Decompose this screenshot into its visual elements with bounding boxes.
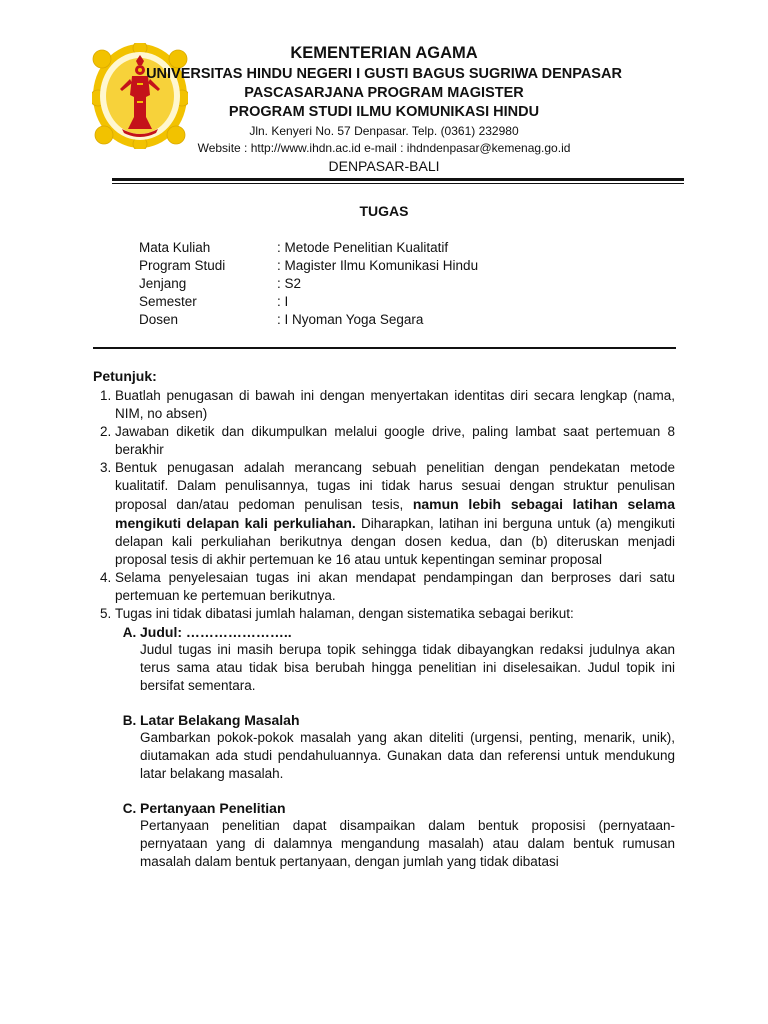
item-text: Bentuk penugasan adalah merancang sebuah penelitian dengan pendekatan metode kualitatif. Dalam penulisannya, tugas ini tidak harus sesuai dengan struktur penulisan proposal dan/atau pedoman penulisan tesis,	[115, 460, 675, 512]
info-label: Semester	[139, 294, 197, 309]
info-label: Program Studi	[139, 258, 226, 273]
item-emphasis: namun lebih sebagai latihan selama mengikuti delapan kali perkuliahan.	[115, 496, 675, 531]
header-rule-thick	[112, 178, 684, 181]
header-ministry: KEMENTERIAN AGAMA	[290, 44, 478, 62]
outline-heading: B. Latar Belakang Masalah	[140, 712, 300, 728]
document-title: TUGAS	[359, 203, 409, 219]
info-row-lecturer	[139, 312, 423, 327]
item-text: Selama penyelesaian tugas ini akan mendapat pendampingan dan berproses dari satu pertemuan ke pertemuan berikutnya.	[115, 570, 675, 603]
outline-text: Gambarkan pokok-pokok masalah yang akan diteliti (urgensi, penting, menarik, unik), diutamakan ada studi pendahuluannya. Gunakan data dan referensi untuk mendukung latar belakang masalah.	[140, 730, 675, 781]
outline-item-background	[140, 711, 675, 783]
header-rule-thin	[112, 183, 684, 184]
info-row-level	[139, 276, 301, 291]
instructions-heading: Petunjuk:	[93, 368, 157, 384]
info-label: Jenjang	[139, 276, 187, 291]
outline-list	[115, 623, 675, 871]
outline-item-title	[140, 623, 675, 695]
header-university: UNIVERSITAS HINDU NEGERI I GUSTI BAGUS SUGRIWA DENPASAR	[146, 66, 622, 82]
header-program: PASCASARJANA PROGRAM MAGISTER	[244, 85, 524, 101]
outline-heading: A. Judul: …………………..	[140, 624, 292, 640]
list-item	[115, 387, 675, 423]
instructions-list	[93, 387, 675, 871]
info-value: : Metode Penelitian Kualitatif	[277, 240, 449, 255]
outline-text: Judul tugas ini masih berupa topik sehingga tidak dibayangkan redaksi judulnya akan terus sama atau tidak bisa berubah hingga penelitian ini diselesaikan. Judul topik ini bersifat sementara.	[140, 642, 675, 693]
item-text: Diharapkan, latihan ini berguna untuk (a) mengikuti delapan kali perkuliahan berikutnya dengan dosen kedua, dan (b) diteruskan menjadi proposal tesis di akhir pertemuan ke 16 atau untuk kepentingan seminar proposal	[115, 516, 676, 567]
header-city: DENPASAR-BALI	[328, 158, 440, 174]
info-value: : Magister Ilmu Komunikasi Hindu	[277, 258, 479, 273]
info-value: : S2	[277, 276, 302, 291]
list-item	[115, 423, 675, 459]
item-text: Tugas ini tidak dibatasi jumlah halaman, dengan sistematika sebagai berikut:	[115, 606, 574, 621]
list-item	[115, 605, 675, 871]
header-study-program: PROGRAM STUDI ILMU KOMUNIKASI HINDU	[228, 104, 540, 120]
info-row-program	[139, 258, 478, 273]
instructions-section	[93, 367, 675, 887]
header-website: Website : http://www.ihdn.ac.id e-mail : ihdndenpasar@kemenag.go.id	[197, 141, 571, 155]
info-row-course	[139, 240, 448, 255]
header-address: Jln. Kenyeri No. 57 Denpasar. Telp. (0361) 232980	[249, 124, 519, 138]
list-item	[115, 569, 675, 605]
info-divider	[93, 347, 676, 349]
outline-text: Pertanyaan penelitian dapat disampaikan dalam bentuk proposisi (pernyataan-pernyataan yang di dalamnya mengandung masalah) atau dalam bentuk rumusan masalah dalam bentuk pertanyaan, dengan jumlah yang tidak dibatasi	[140, 818, 675, 869]
info-label: Mata Kuliah	[139, 240, 211, 255]
item-text: Buatlah penugasan di bawah ini dengan menyertakan identitas diri secara lengkap (nama, NIM, no absen)	[115, 388, 675, 421]
outline-heading: C. Pertanyaan Penelitian	[140, 800, 286, 816]
info-value: : I	[277, 294, 289, 309]
outline-item-questions	[140, 799, 675, 871]
info-value: : I Nyoman Yoga Segara	[277, 312, 424, 327]
info-row-semester	[139, 294, 288, 309]
list-item	[115, 459, 675, 569]
info-label: Dosen	[139, 312, 179, 327]
item-text: Jawaban diketik dan dikumpulkan melalui google drive, paling lambat saat pertemuan 8 berakhir	[115, 424, 675, 457]
